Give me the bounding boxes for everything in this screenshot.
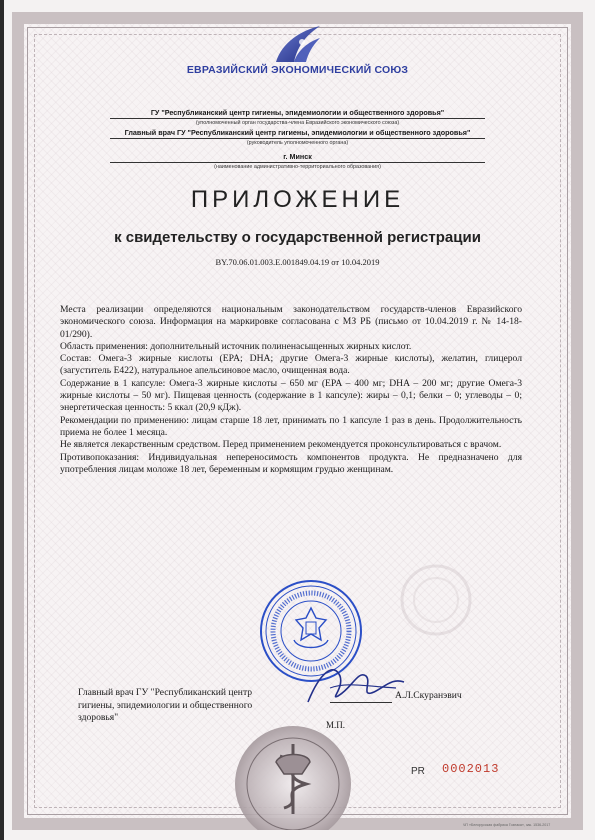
handwritten-signature bbox=[300, 652, 410, 712]
scan-edge bbox=[0, 0, 4, 840]
paragraph-warning: Не является лекарственным средством. Перед применением рекомендуется проконсультироваться с врачом. bbox=[60, 439, 502, 451]
faded-hologram-seal bbox=[396, 560, 476, 640]
authorized-body-field bbox=[110, 108, 485, 126]
head-title-caption: (руководитель уполномоченного органа) bbox=[246, 140, 349, 146]
authorized-body: ГУ "Республиканский центр гигиены, эпидемиологии и общественного здоровья" bbox=[110, 108, 485, 119]
paragraph-usage: Рекомендации по применению: лицам старше 18 лет, принимать по 1 капсуле 1 раз в день. Продолжительность приема не более 1 месяца. bbox=[60, 414, 522, 438]
paragraph-sales: Места реализации определяются национальным законодательством государств-членов Евразийского экономического союза. Информация на маркировке согласована с МЗ РБ (письмо от 10.04.2019 г. № 14-18-01/290). bbox=[60, 304, 522, 340]
paragraph-scope: Область применения: дополнительный источник полиненасыщенных жирных кислот. bbox=[60, 340, 412, 352]
signature-line bbox=[330, 702, 392, 703]
head-title-field bbox=[110, 128, 485, 146]
city-caption: (наименование административно-территориального образования) bbox=[214, 164, 381, 170]
city-field bbox=[110, 152, 485, 170]
authorized-body-caption: (уполномоченный орган государства-члена Евразийского экономического союза) bbox=[195, 120, 400, 126]
serial-number: 0002013 bbox=[442, 762, 500, 776]
seal-place-label: М.П. bbox=[326, 720, 346, 730]
signer-position: Главный врач ГУ "Республиканский центр гигиены, эпидемиологии и общественного здоровья" bbox=[78, 687, 253, 723]
eaeu-emblem-icon bbox=[272, 22, 324, 68]
union-name: ЕВРАЗИЙСКИЙ ЭКОНОМИЧЕСКИЙ СОЮЗ bbox=[186, 64, 409, 76]
hologram-emblem bbox=[218, 704, 368, 830]
document-subtitle: к свидетельству о государственной регистрации bbox=[114, 229, 481, 246]
city: г. Минск bbox=[110, 152, 485, 163]
registration-number: BY.70.06.01.003.E.001849.04.19 от 10.04.2019 bbox=[215, 257, 380, 267]
signer-name: А.Л.Скуранэвич bbox=[395, 690, 462, 701]
document-title: ПРИЛОЖЕНИЕ bbox=[190, 186, 405, 213]
paragraph-contraindications: Противопоказания: Индивидуальная непереносимость компонентов продукта. Не предназначено для употребления лицам моложе 18 лет, беременным и кормящим грудью женщинам. bbox=[60, 451, 522, 475]
serial-prefix: PR bbox=[411, 766, 425, 777]
head-title: Главный врач ГУ "Республиканский центр гигиены, эпидемиологии и общественного здоровья" bbox=[110, 128, 485, 139]
paragraph-content: Содержание в 1 капсуле: Омега-3 жирные кислоты – 650 мг (EPA – 400 мг; DHA – 200 мг; другие Омега-3 жирные кислоты – 50 мг). Пищевая ценность (содержание в 1 капсуле): жиры – 0,1; белки – 0; углеводы – 0; энергетическая ценность: 5 ккал (20,9 кДж). bbox=[60, 377, 522, 414]
printer-footnote: ЧП «Белорусская фабрика Гознака», зак. 1536-2017 bbox=[463, 823, 551, 827]
body-text bbox=[60, 304, 522, 476]
paragraph-composition: Состав: Омега-3 жирные кислоты (EPA; DHA; другие Омега-3 жирные кислоты), желатин, глицерол (загуститель E422), натуральное апельсиновое масло, очищенная вода. bbox=[60, 353, 522, 377]
